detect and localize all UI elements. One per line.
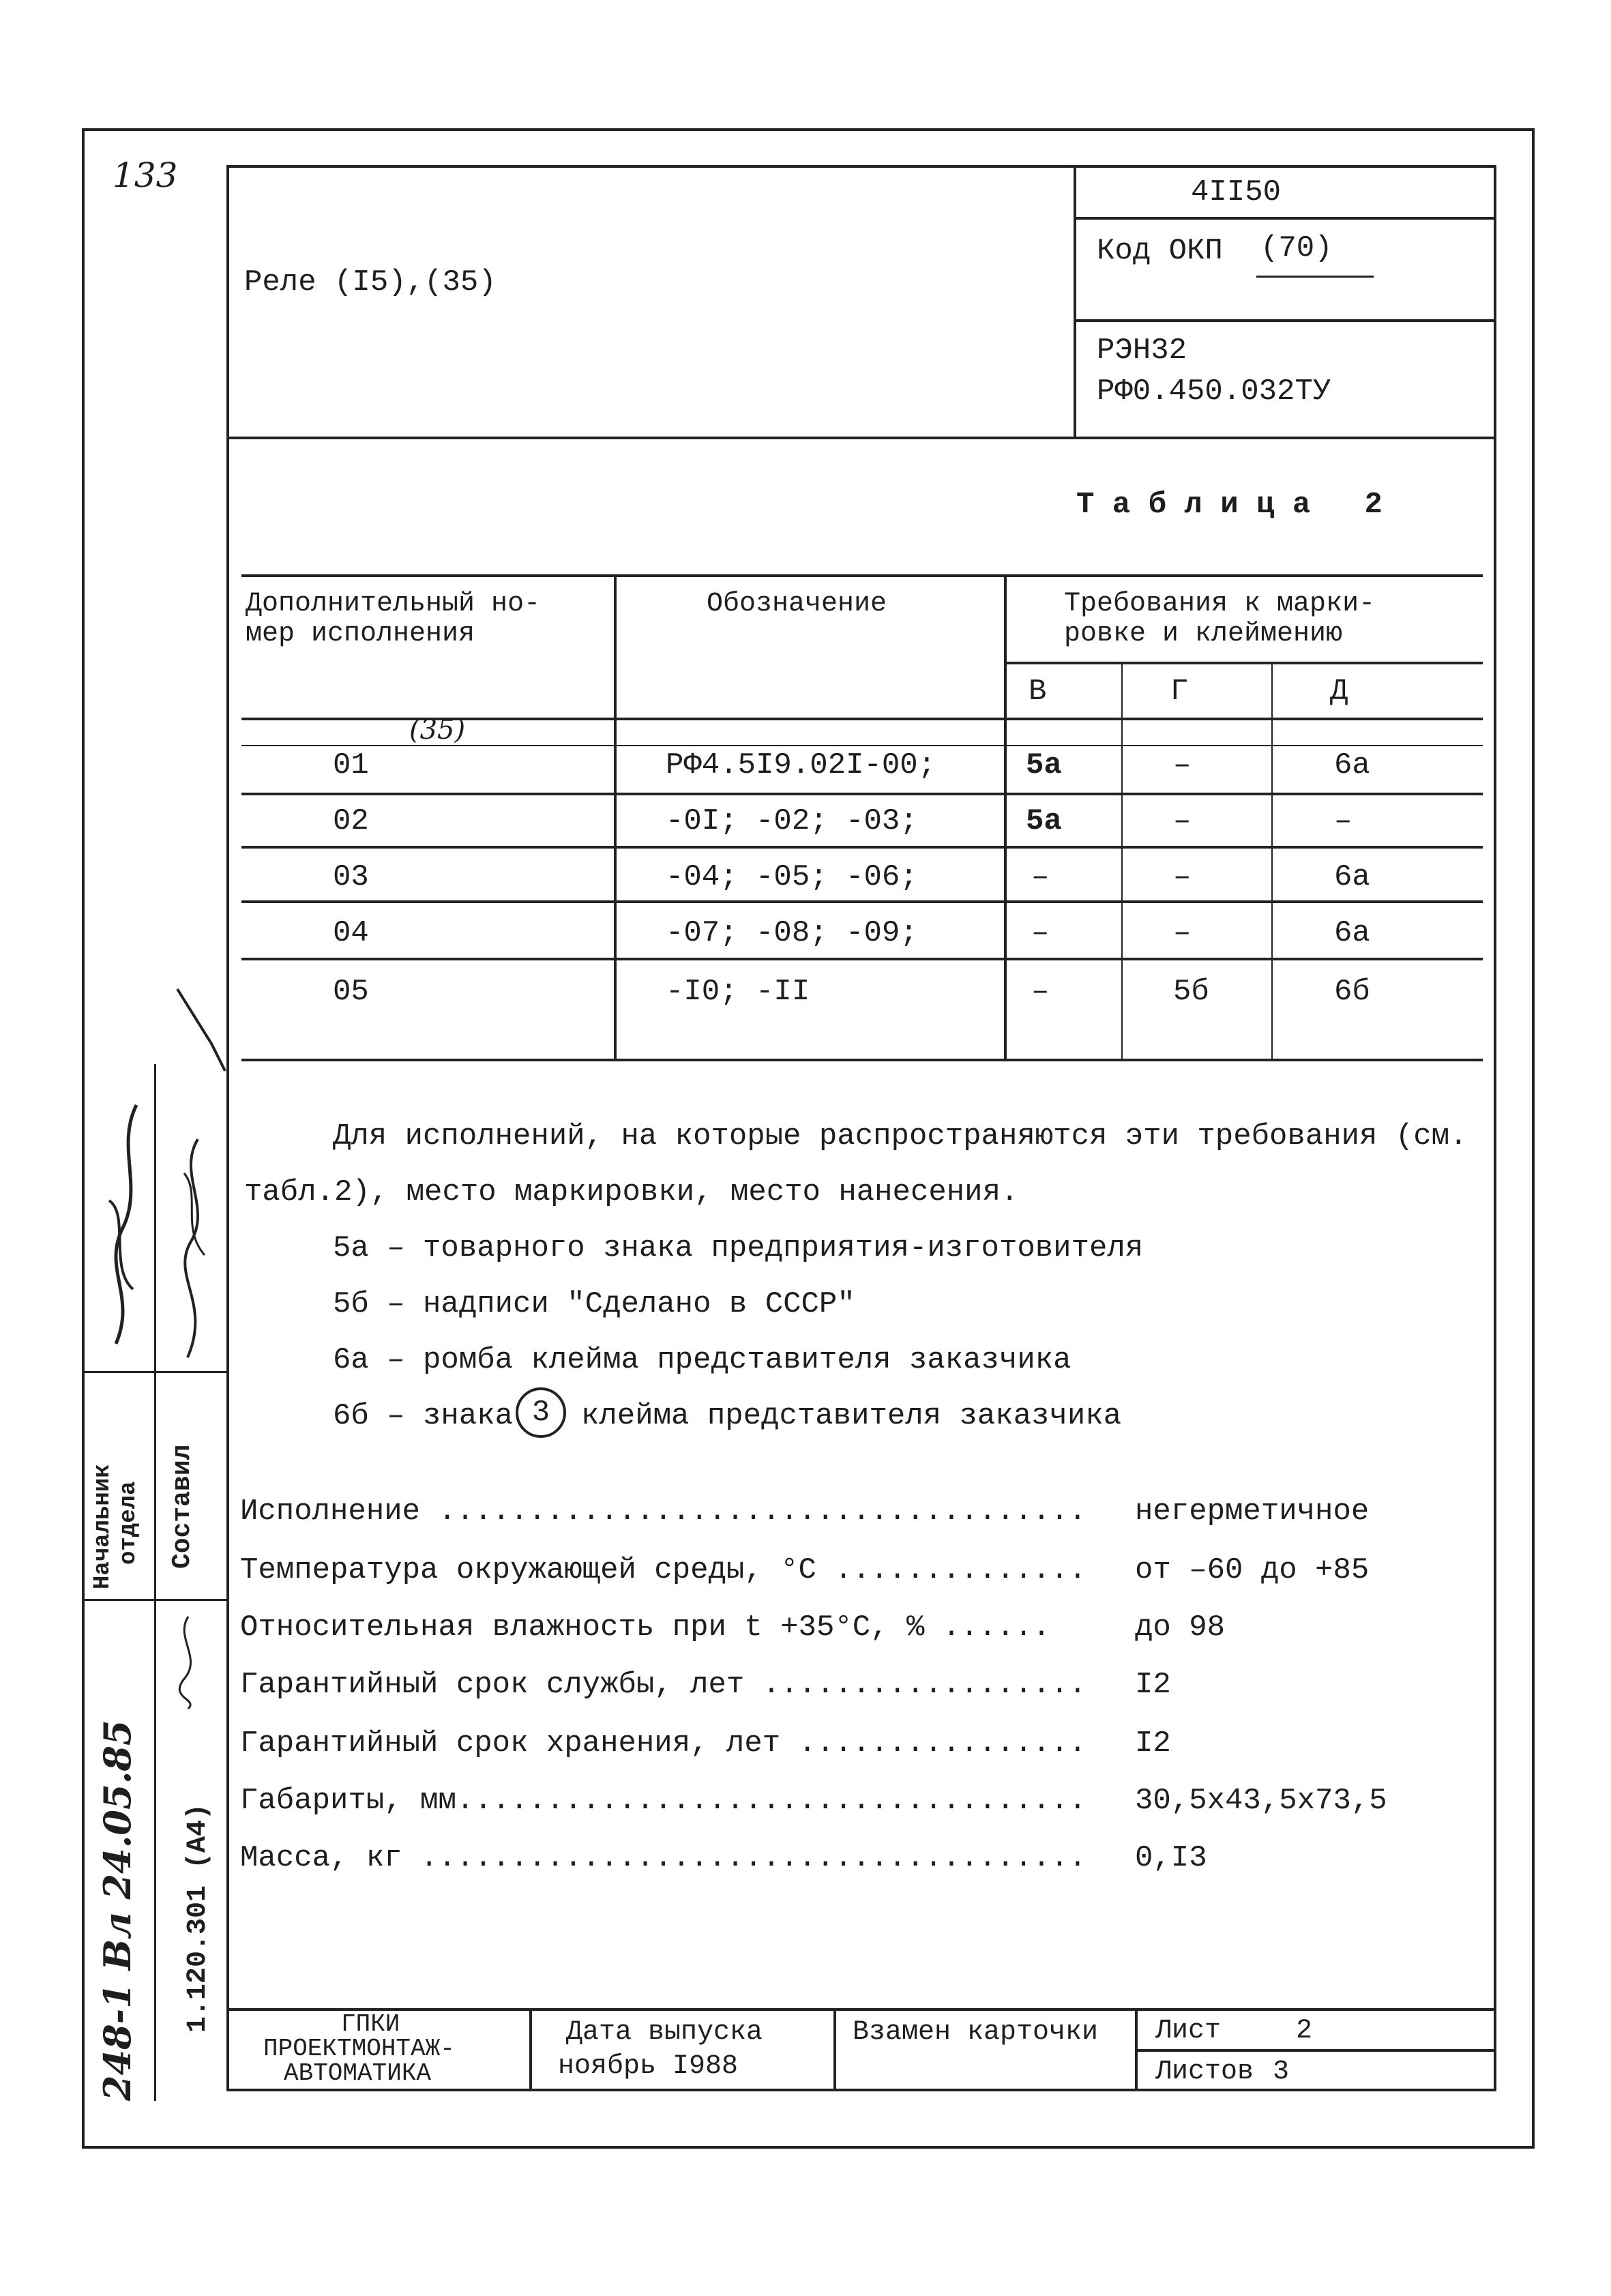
outer-frame-bottom [82, 2146, 1535, 2149]
row-designation: -07; -08; -09; [666, 916, 918, 950]
doc-code: 1.120.301 (А4) [183, 1803, 213, 2033]
row-mark-g: 5б [1173, 975, 1209, 1009]
sidebar-line-1 [82, 1371, 226, 1373]
signature-small [168, 1610, 222, 1712]
row-mark-d: 6а [1334, 916, 1370, 950]
table-col-divider-2 [1004, 574, 1007, 1060]
table-col-divider-1 [614, 574, 617, 1060]
col1-header-line1: Дополнительный но- [246, 589, 541, 619]
subheader-d: Д [1330, 675, 1348, 709]
card-frame-top [226, 165, 1495, 168]
table-col-divider-4 [1271, 663, 1273, 1059]
row-mark-v: – [1031, 975, 1050, 1009]
spec-label: Исполнение .................................... [240, 1495, 1087, 1529]
product-spec: РФ0.450.032ТУ [1097, 374, 1331, 409]
product-code: 4II50 [1191, 175, 1282, 209]
row-mark-d: 6а [1334, 748, 1370, 782]
row-num: 05 [333, 975, 369, 1009]
org-line1: ГПКИ [341, 2010, 400, 2038]
note-item-prefix: 6б – знака [333, 1399, 514, 1433]
table-bottom-line [241, 1059, 1483, 1061]
row-mark-g: – [1173, 916, 1192, 950]
sidebar-line-2 [82, 1599, 226, 1601]
col3-header-line1: Требования к марки- [1064, 589, 1376, 619]
okp-value: (70) [1260, 231, 1333, 265]
spec-value: I2 [1135, 1668, 1171, 1702]
spec-label: Температура окружающей среды, °С .............. [240, 1553, 1087, 1587]
row-separator-3 [241, 900, 1483, 903]
sheet-label: Лист [1155, 2016, 1222, 2046]
handwritten-reference: 248-1 Вл 24.05.85 [95, 1720, 139, 2101]
card-frame-right [1494, 165, 1496, 2090]
okp-underline [1256, 276, 1374, 278]
notes-intro-line2: табл.2), место маркировки, место нанесения. [244, 1175, 1019, 1209]
table-title: Т а б л и ц а 2 [1076, 488, 1383, 522]
row-separator-4 [241, 958, 1483, 960]
spec-value: 30,5x43,5x73,5 [1135, 1784, 1387, 1818]
spec-row [240, 1610, 1120, 1645]
table-subheader-line [1004, 662, 1483, 664]
note-item: 5б – надписи "Сделано в СССР" [333, 1287, 855, 1321]
handwritten-annotation: (35) [409, 714, 466, 746]
head-of-dept-label: Начальник отдела [90, 1464, 142, 1589]
signature-head [95, 1091, 157, 1357]
product-model: РЭН32 [1097, 334, 1187, 368]
footer-sheet-line [1135, 2049, 1495, 2052]
row-separator-2 [241, 846, 1483, 849]
replaces-label: Взамен карточки [853, 2017, 1099, 2048]
note-item: 5а – товарного знака предприятия-изготовителя [333, 1231, 1144, 1265]
circle-mark-icon [516, 1387, 566, 1438]
row-mark-v: – [1031, 860, 1050, 894]
row-separator-1 [241, 793, 1483, 795]
card-frame-bottom [226, 2089, 1496, 2091]
spec-value: I2 [1135, 1726, 1171, 1761]
spec-value: негерметичное [1135, 1495, 1370, 1529]
header-divider-vertical [1074, 165, 1076, 438]
date-label: Дата выпуска [566, 2017, 763, 2048]
row-mark-v: 5а [1026, 748, 1062, 782]
row-designation: -04; -05; -06; [666, 860, 918, 894]
note-item: 6а – ромба клейма представителя заказчика [333, 1343, 1071, 1377]
author-label: Составил [168, 1444, 197, 1569]
spec-row [240, 1497, 1120, 1527]
header-divider-bottom [226, 437, 1495, 439]
row-mark-v: 5а [1026, 804, 1062, 838]
row-designation: РФ4.5I9.02I-00; [666, 748, 936, 782]
org-line2: ПРОЕКТМОНТАЖ- [263, 2035, 455, 2063]
row-mark-g: – [1173, 748, 1192, 782]
spec-row [240, 1555, 1120, 1585]
spec-value: до 98 [1135, 1610, 1226, 1645]
notes-intro-line1: Для исполнений, на которые распространяются эти требования (см. [333, 1119, 1468, 1153]
sheet-value: 2 [1296, 2016, 1313, 2046]
spec-label: Относительная влажность при t +35°С, % ...... [240, 1610, 1051, 1645]
org-line3: АВТОМАТИКА [284, 2059, 432, 2087]
card-frame-left [226, 165, 229, 2090]
row-mark-d: – [1334, 804, 1353, 838]
row-designation: -0I; -02; -03; [666, 804, 918, 838]
footer-top-line [226, 2008, 1495, 2011]
spec-value: 0,I3 [1135, 1841, 1207, 1875]
col2-header: Обозначение [707, 589, 887, 619]
spec-label: Габариты, мм................................... [240, 1784, 1087, 1818]
table-top-line [241, 574, 1483, 577]
header-divider-1 [1074, 217, 1494, 220]
outer-frame-top [82, 128, 1535, 131]
row-num: 03 [333, 860, 369, 894]
row-num: 01 [333, 748, 369, 782]
table-col-divider-3 [1121, 663, 1123, 1059]
row-mark-g: – [1173, 804, 1192, 838]
sheets-label: Листов [1155, 2057, 1254, 2087]
date-value: ноябрь I988 [558, 2051, 739, 2082]
row-num: 02 [333, 804, 369, 838]
col1-header-line2: мер исполнения [246, 619, 475, 649]
spec-row [240, 1726, 1120, 1761]
footer-divider-2 [833, 2008, 836, 2090]
spec-row [240, 1670, 1120, 1700]
row-mark-v: – [1031, 916, 1050, 950]
outer-frame-right [1532, 128, 1535, 2147]
spec-label: Масса, кг ..................................... [240, 1841, 1087, 1875]
margin-page-number: 133 [113, 156, 178, 195]
signature-author [171, 1132, 225, 1364]
row-mark-d: 6а [1334, 860, 1370, 894]
subheader-v: В [1029, 675, 1047, 709]
spec-label: Гарантийный срок службы, лет .................. [240, 1668, 1087, 1702]
header-divider-2 [1074, 319, 1494, 322]
row-designation: -I0; -II [666, 975, 810, 1009]
spec-row [240, 1843, 1120, 1873]
spec-value: от –60 до +85 [1135, 1553, 1370, 1587]
note-item-suffix: клейма представителя заказчика [581, 1399, 1122, 1433]
spec-label: Гарантийный срок хранения, лет ................ [240, 1726, 1087, 1761]
footer-divider-1 [529, 2008, 532, 2090]
spec-row [240, 1786, 1120, 1816]
col3-header-line2: ровке и клеймению [1064, 619, 1343, 649]
circle-mark-number: 3 [531, 1396, 550, 1430]
row-mark-d: 6б [1334, 975, 1370, 1009]
okp-label: Код ОКП [1097, 234, 1223, 268]
row-num: 04 [333, 916, 369, 950]
bracket-mark [171, 982, 232, 1078]
row-mark-g: – [1173, 860, 1192, 894]
sheets-value: 3 [1273, 2057, 1290, 2087]
product-name: Реле (I5),(35) [244, 265, 497, 299]
subheader-g: Г [1170, 675, 1189, 709]
outer-frame-left [82, 128, 85, 2147]
